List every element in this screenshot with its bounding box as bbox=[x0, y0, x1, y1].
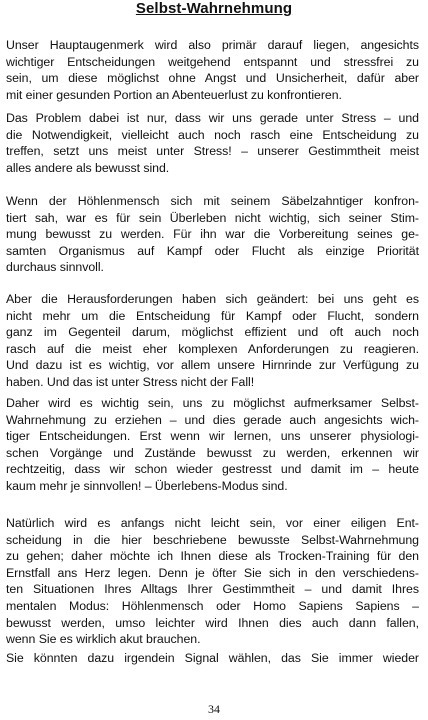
paragraph-7 bbox=[6, 650, 419, 667]
paragraph-4 bbox=[6, 291, 419, 391]
paragraph-2 bbox=[6, 110, 419, 176]
text-line: Natürlich wird es anfangs nicht leicht sein, vor einer eiligen Ent- bbox=[6, 516, 419, 530]
text-line: Sie könnten dazu irgendein Signal wählen, das Sie immer wieder bbox=[6, 651, 419, 665]
paragraph-6 bbox=[6, 515, 419, 648]
text-line: rechtzeitig, dass wir schon wieder gestresst und damit im – heute bbox=[6, 462, 419, 477]
text-line: tiger Entscheidungen. Erst wenn wir lernen, uns unserer physiologi- bbox=[6, 429, 419, 444]
text-line: durchaus sinnvoll. bbox=[6, 260, 104, 275]
text-line: die Notwendigkeit, vielleicht auch noch rasch eine Entscheidung zu bbox=[6, 127, 419, 142]
paragraph-3 bbox=[6, 193, 419, 276]
text-line: ten Situationen Ihres Alltags Ihrer Gestimmtheit – und damit Ihres bbox=[6, 582, 419, 597]
text-line: schen Vorgänge und Zustände bewusst zu werden, erkennen wir bbox=[6, 445, 419, 460]
text-line: Ernstfall ans Herz legen. Denn je öfter Sie sich in den verschiedens- bbox=[6, 565, 419, 580]
text-line: mung bewusst zu werden. Für ihn war die Vorbereitung seines ge- bbox=[6, 227, 419, 242]
text-line: haben. Und das ist unter Stress nicht der Fall! bbox=[6, 374, 255, 389]
text-line: Das Problem dabei ist nur, dass wir uns gerade unter Stress – und bbox=[6, 111, 419, 125]
text-line: Wahrnehmung zu erziehen – und dies gerade auch angesichts wich- bbox=[6, 412, 419, 427]
text-line: Daher wird es wichtig sein, uns zu möglichst aufmerksamer Selbst- bbox=[6, 396, 419, 410]
text-line: Unser Hauptaugenmerk wird also primär darauf liegen, angesichts bbox=[6, 38, 419, 52]
text-line: samten Organismus auf Kampf oder Flucht als einzige Priorität bbox=[6, 243, 419, 258]
page-number: 34 bbox=[208, 702, 220, 716]
text-line: Und dazu ist es wichtig, vor allem unsere Hirnrinde zur Verfügung zu bbox=[6, 358, 419, 373]
text-line: wichtiger Entscheidungen weitgehend entspannt und stressfrei zu bbox=[6, 54, 419, 69]
text-line: mentalen Modus: Höhlenmensch oder Homo Sapiens Sapiens – bbox=[6, 598, 419, 613]
text-line: Wenn der Höhlenmensch sich mit seinem Säbelzahntiger konfron- bbox=[6, 194, 419, 208]
text-line: scheidung in die hier beschriebene bewusste Selbst-Wahrnehmung bbox=[6, 532, 419, 547]
paragraph-1 bbox=[6, 37, 419, 103]
text-line: zu gehen; daher möchte ich Ihnen diese als Trocken-Training für den bbox=[6, 549, 419, 564]
text-line: sein, um diese möglichst ohne Angst und Unsicherheit, dafür aber bbox=[6, 71, 419, 86]
text-line: alles andere als bewusst sind. bbox=[6, 160, 170, 175]
text-line: Aber die Herausforderungen haben sich geändert: bei uns geht es bbox=[6, 292, 419, 306]
text-line: mit einer gesunden Portion an Abenteuerlust zu konfrontieren. bbox=[6, 87, 342, 102]
text-line: ganz im Gegenteil darum, möglichst effizient und oft auch noch bbox=[6, 325, 419, 340]
page-title: Selbst-Wahrnehmung bbox=[135, 0, 293, 17]
text-line: nicht mehr um die Entscheidung für Kampf oder Flucht, sondern bbox=[6, 308, 419, 323]
text-line: tiert sah, war es für sein Überleben nicht wichtig, sich seiner Stim- bbox=[6, 210, 419, 225]
text-line: wenn Sie es wirklich akut brauchen. bbox=[6, 632, 201, 647]
text-line: kaum mehr je sinnvollen! – Überlebens-Modus sind. bbox=[6, 478, 288, 493]
text-line: rasch auf die meist eher komplexen Anforderungen zu reagieren. bbox=[6, 341, 419, 356]
text-line: treffen, setzt uns meist unter Stress! – unserer Gestimmtheit meist bbox=[6, 144, 419, 159]
text-line: bewusst werden, umso leichter wird Ihnen dies auch dann fallen, bbox=[6, 615, 419, 630]
paragraph-5 bbox=[6, 395, 419, 495]
